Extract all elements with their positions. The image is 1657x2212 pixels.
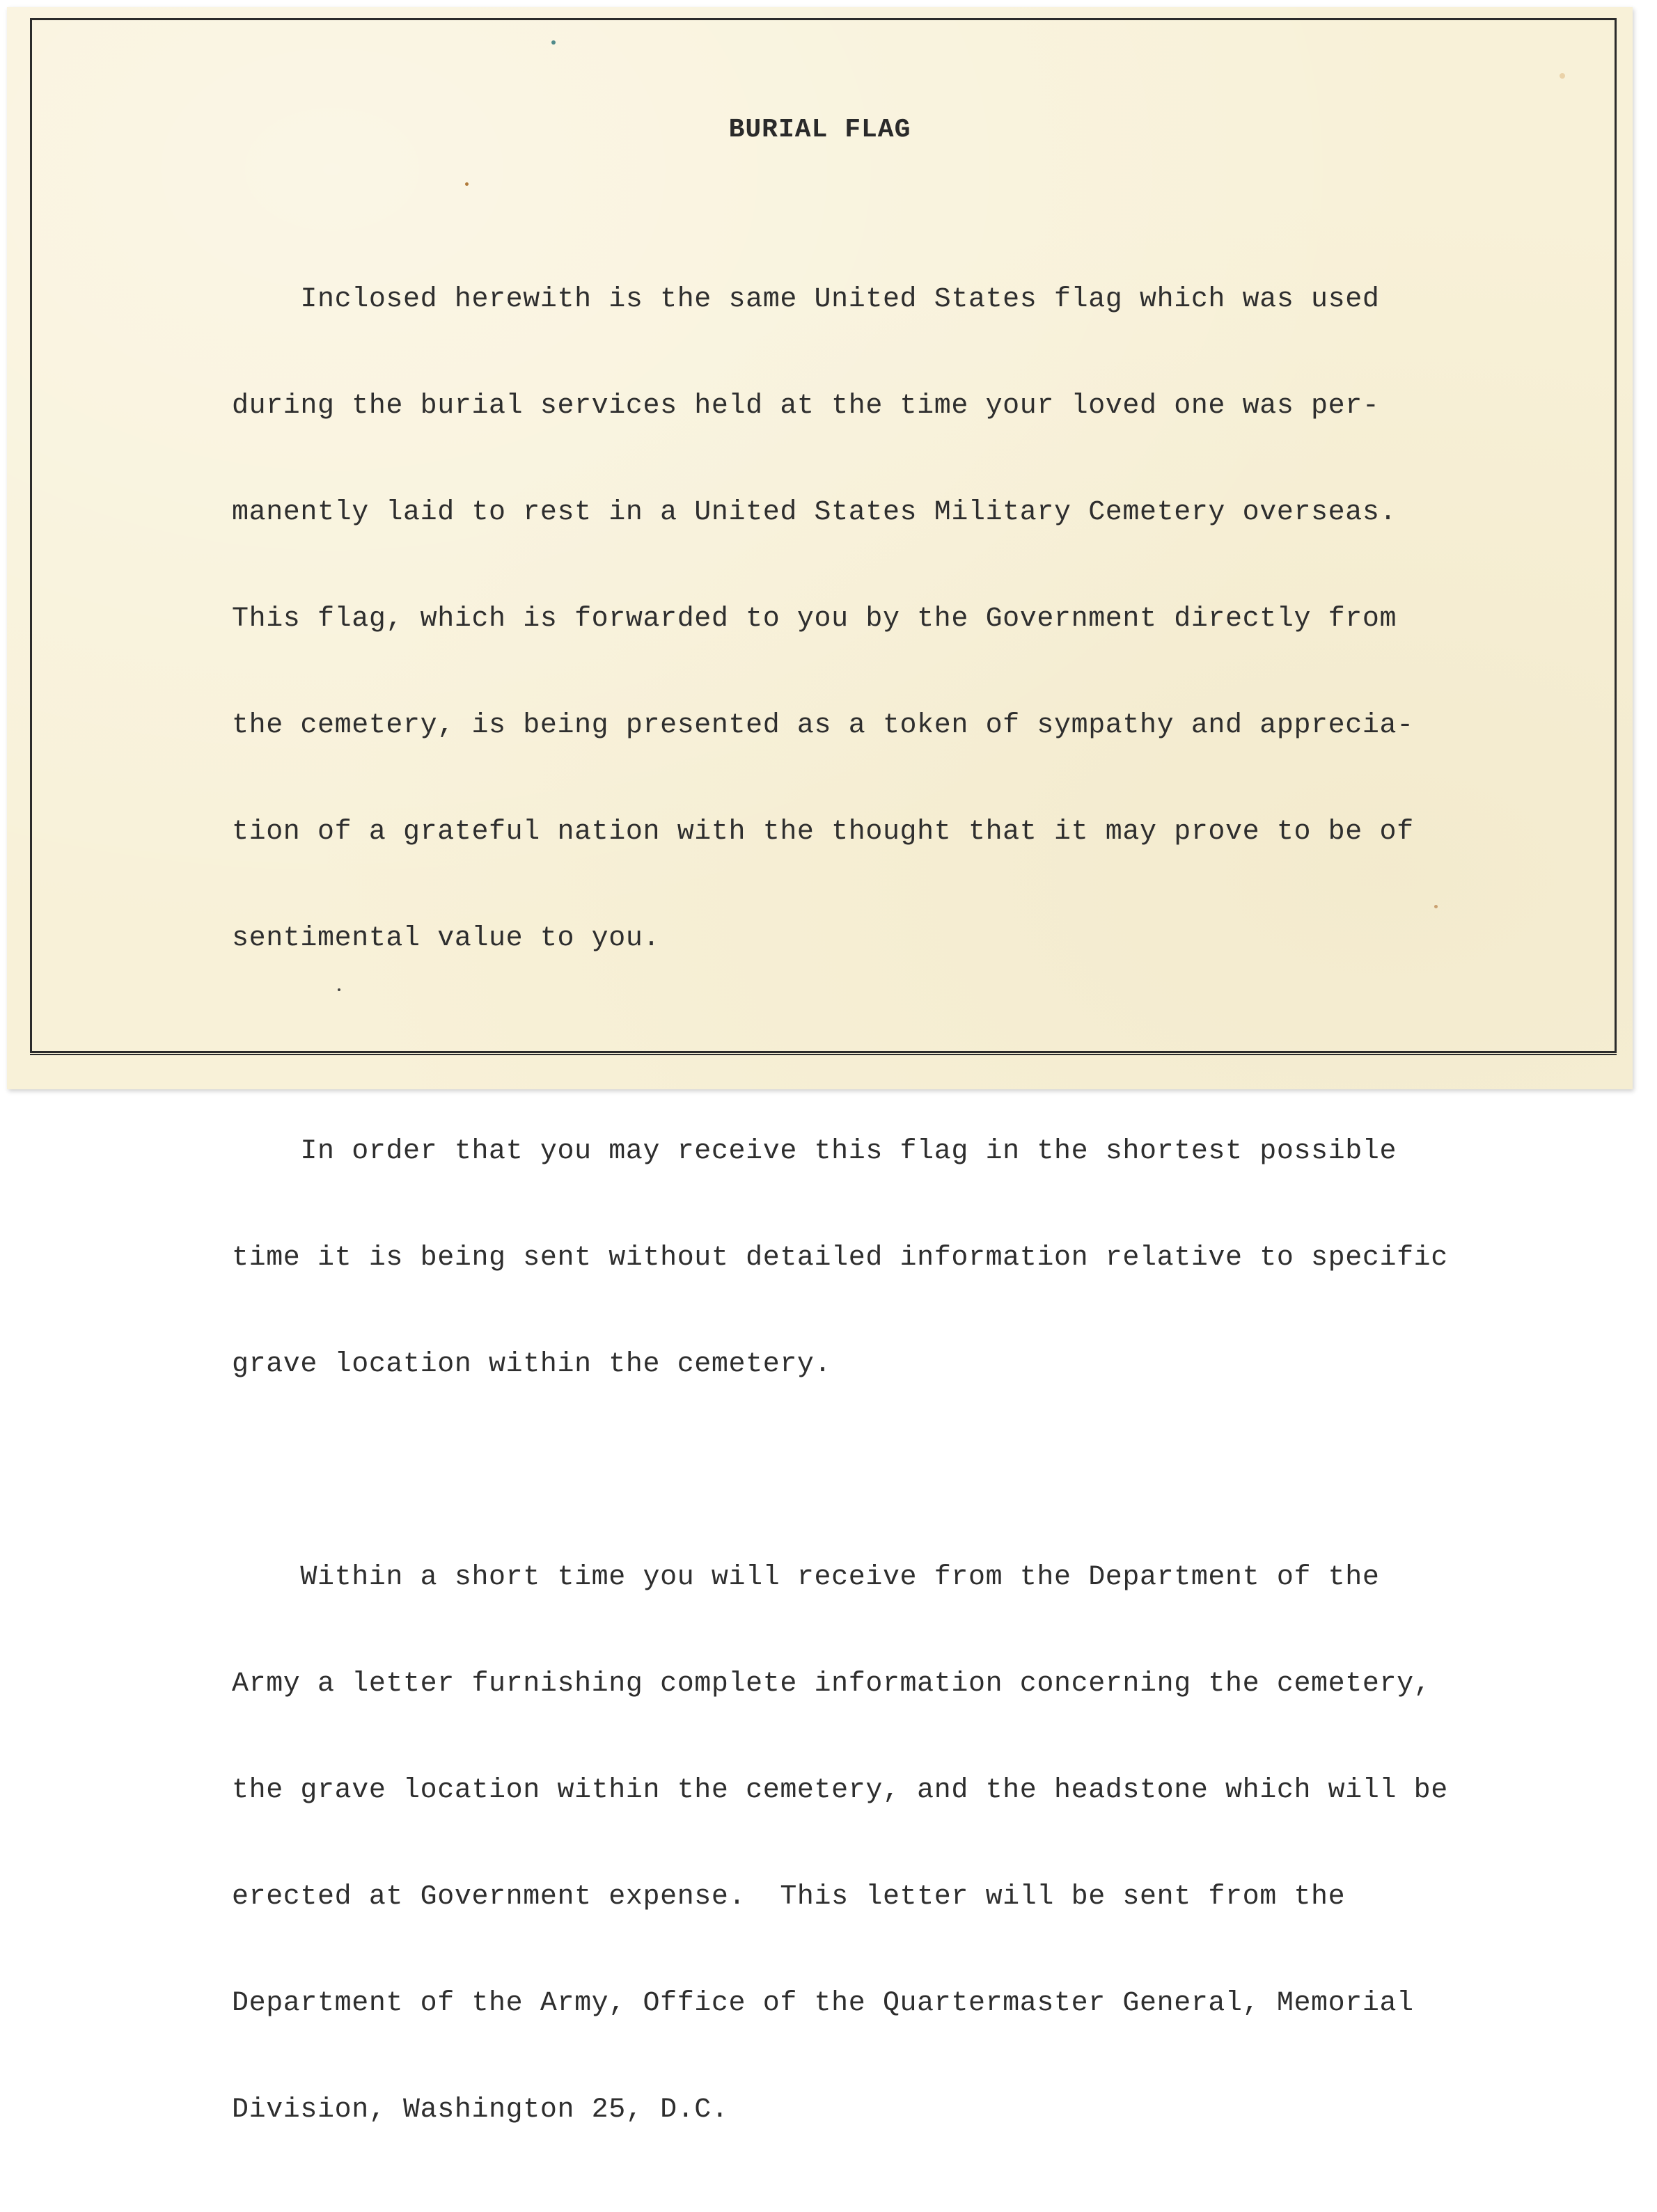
text-line: This flag, which is forwarded to you by the Government directly from [232,603,1397,635]
ink-speck [465,182,469,186]
text-line: sentimental value to you. [232,923,661,954]
text-line: time it is being sent without detailed information relative to specific [232,1242,1448,1274]
text-line: the cemetery, is being presented as a token of sympathy and apprecia- [232,710,1414,741]
letter-body [232,211,1485,2212]
text-line: tion of a grateful nation with the thought that it may prove to be of [232,816,1414,848]
text-line: Department of the Army, Office of the Quartermaster General, Memorial [232,1988,1414,2019]
ink-speck [1560,73,1565,79]
paragraph-1 [232,211,1485,1027]
text-line: Army a letter furnishing complete information concerning the cemetery, [232,1668,1431,1700]
paragraph-3 [232,1489,1485,2199]
ink-speck [551,40,556,45]
text-line: Within a short time you will receive from the Department of the [232,1562,1380,1593]
text-line: In order that you may receive this flag in the shortest possible [232,1136,1397,1167]
text-line: the grave location within the cemetery, and the headstone which will be [232,1775,1448,1806]
paragraph-2 [232,1063,1485,1453]
text-line: erected at Government expense. This letter will be sent from the [232,1881,1346,1913]
text-line: Division, Washington 25, D.C. [232,2094,729,2126]
text-line: manently laid to rest in a United States Military Cemetery overseas. [232,497,1397,528]
document-title: BURIAL FLAG [728,115,911,145]
document-sheet [7,7,1633,2126]
text-line: Inclosed herewith is the same United States flag which was used [232,284,1380,315]
text-line: during the burial services held at the time your loved one was per- [232,390,1380,422]
text-line: grave location within the cemetery. [232,1349,832,1380]
